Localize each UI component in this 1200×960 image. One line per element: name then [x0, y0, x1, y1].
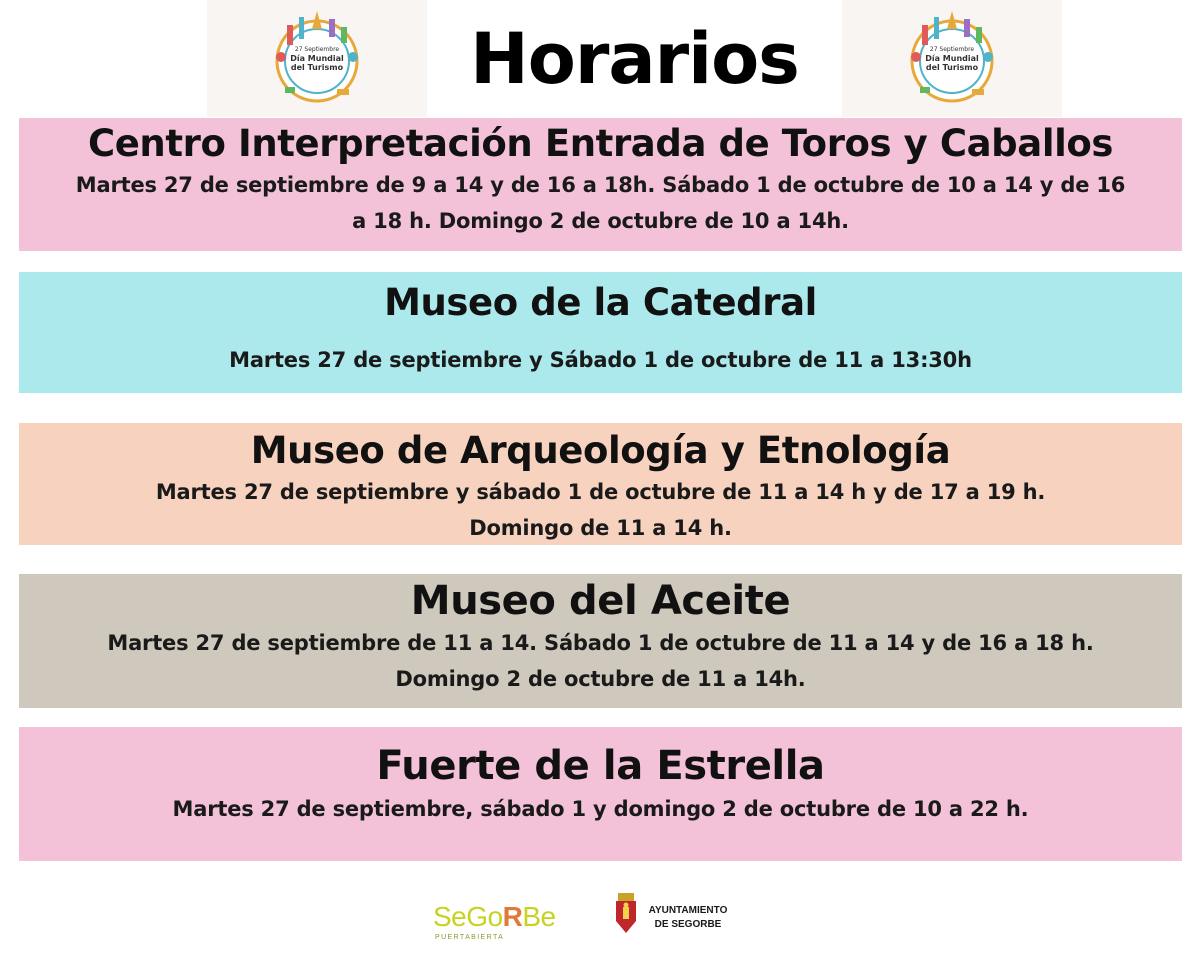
venue-hours-line1: Martes 27 de septiembre, sábado 1 y domingo 2 de octubre de 10 a 22 h.	[172, 797, 1029, 821]
venue-hours-line1: Martes 27 de septiembre y Sábado 1 de octubre de 11 a 13:30h	[229, 348, 972, 372]
tourism-day-badge-left	[207, 0, 427, 117]
venue-hours-line1: Martes 27 de septiembre de 9 a 14 y de 16 a 18h. Sábado 1 de octubre de 10 a 14 y de 16	[75, 173, 1126, 197]
badge-date: 27 Septiembre	[929, 45, 975, 53]
tourism-day-badge-right	[842, 0, 1062, 117]
badge-line2: Día Mundial	[925, 53, 979, 63]
venue-name: Museo de la Catedral	[384, 281, 817, 324]
page-title: Horarios	[470, 18, 799, 100]
venue-card-museo-catedral	[19, 272, 1182, 393]
venue-hours-line2: a 18 h. Domingo 2 de octubre de 10 a 14h.	[352, 209, 849, 233]
world-tourism-day-icon	[900, 7, 1004, 111]
venue-name: Fuerte de la Estrella	[376, 743, 825, 789]
ayuntamiento-logo	[612, 891, 742, 941]
ayuntamiento-line2: DE SEGORBE	[654, 919, 722, 930]
segorbe-logo-tagline: PUERTABIERTA	[435, 934, 505, 941]
venue-hours-line1: Martes 27 de septiembre y sábado 1 de octubre de 11 a 14 h y de 17 a 19 h.	[155, 480, 1046, 504]
venue-card-fuerte-estrella	[19, 727, 1182, 861]
world-tourism-day-icon	[265, 7, 369, 111]
badge-line3: del Turismo	[925, 62, 979, 72]
segorbe-logo-part1: SeGo	[433, 901, 503, 932]
venue-card-museo-aceite	[19, 574, 1182, 708]
venue-name: Centro Interpretación Entrada de Toros y Caballos	[87, 122, 1114, 165]
header	[0, 0, 1200, 117]
venue-card-centro-interpretacion	[19, 118, 1182, 251]
footer	[0, 885, 1200, 945]
segorbe-logo-part2: Be	[522, 901, 556, 932]
ayuntamiento-line1: AYUNTAMIENTO	[648, 905, 728, 916]
venue-hours-line2: Domingo 2 de octubre de 11 a 14h.	[395, 667, 806, 691]
venue-name: Museo de Arqueología y Etnología	[250, 429, 951, 472]
venue-hours-line1: Martes 27 de septiembre de 11 a 14. Sábado 1 de octubre de 11 a 14 y de 16 a 18 h.	[107, 631, 1094, 655]
segorbe-logo-r: R	[502, 901, 523, 932]
venue-card-museo-arqueologia	[19, 423, 1182, 545]
town-crest-icon	[612, 891, 640, 937]
badge-line2: Día Mundial	[290, 53, 344, 63]
badge-date: 27 Septiembre	[294, 45, 340, 53]
badge-line3: del Turismo	[290, 62, 344, 72]
segorbe-logo	[433, 901, 579, 947]
venue-name: Museo del Aceite	[410, 578, 791, 624]
venue-hours-line2: Domingo de 11 a 14 h.	[469, 516, 732, 540]
